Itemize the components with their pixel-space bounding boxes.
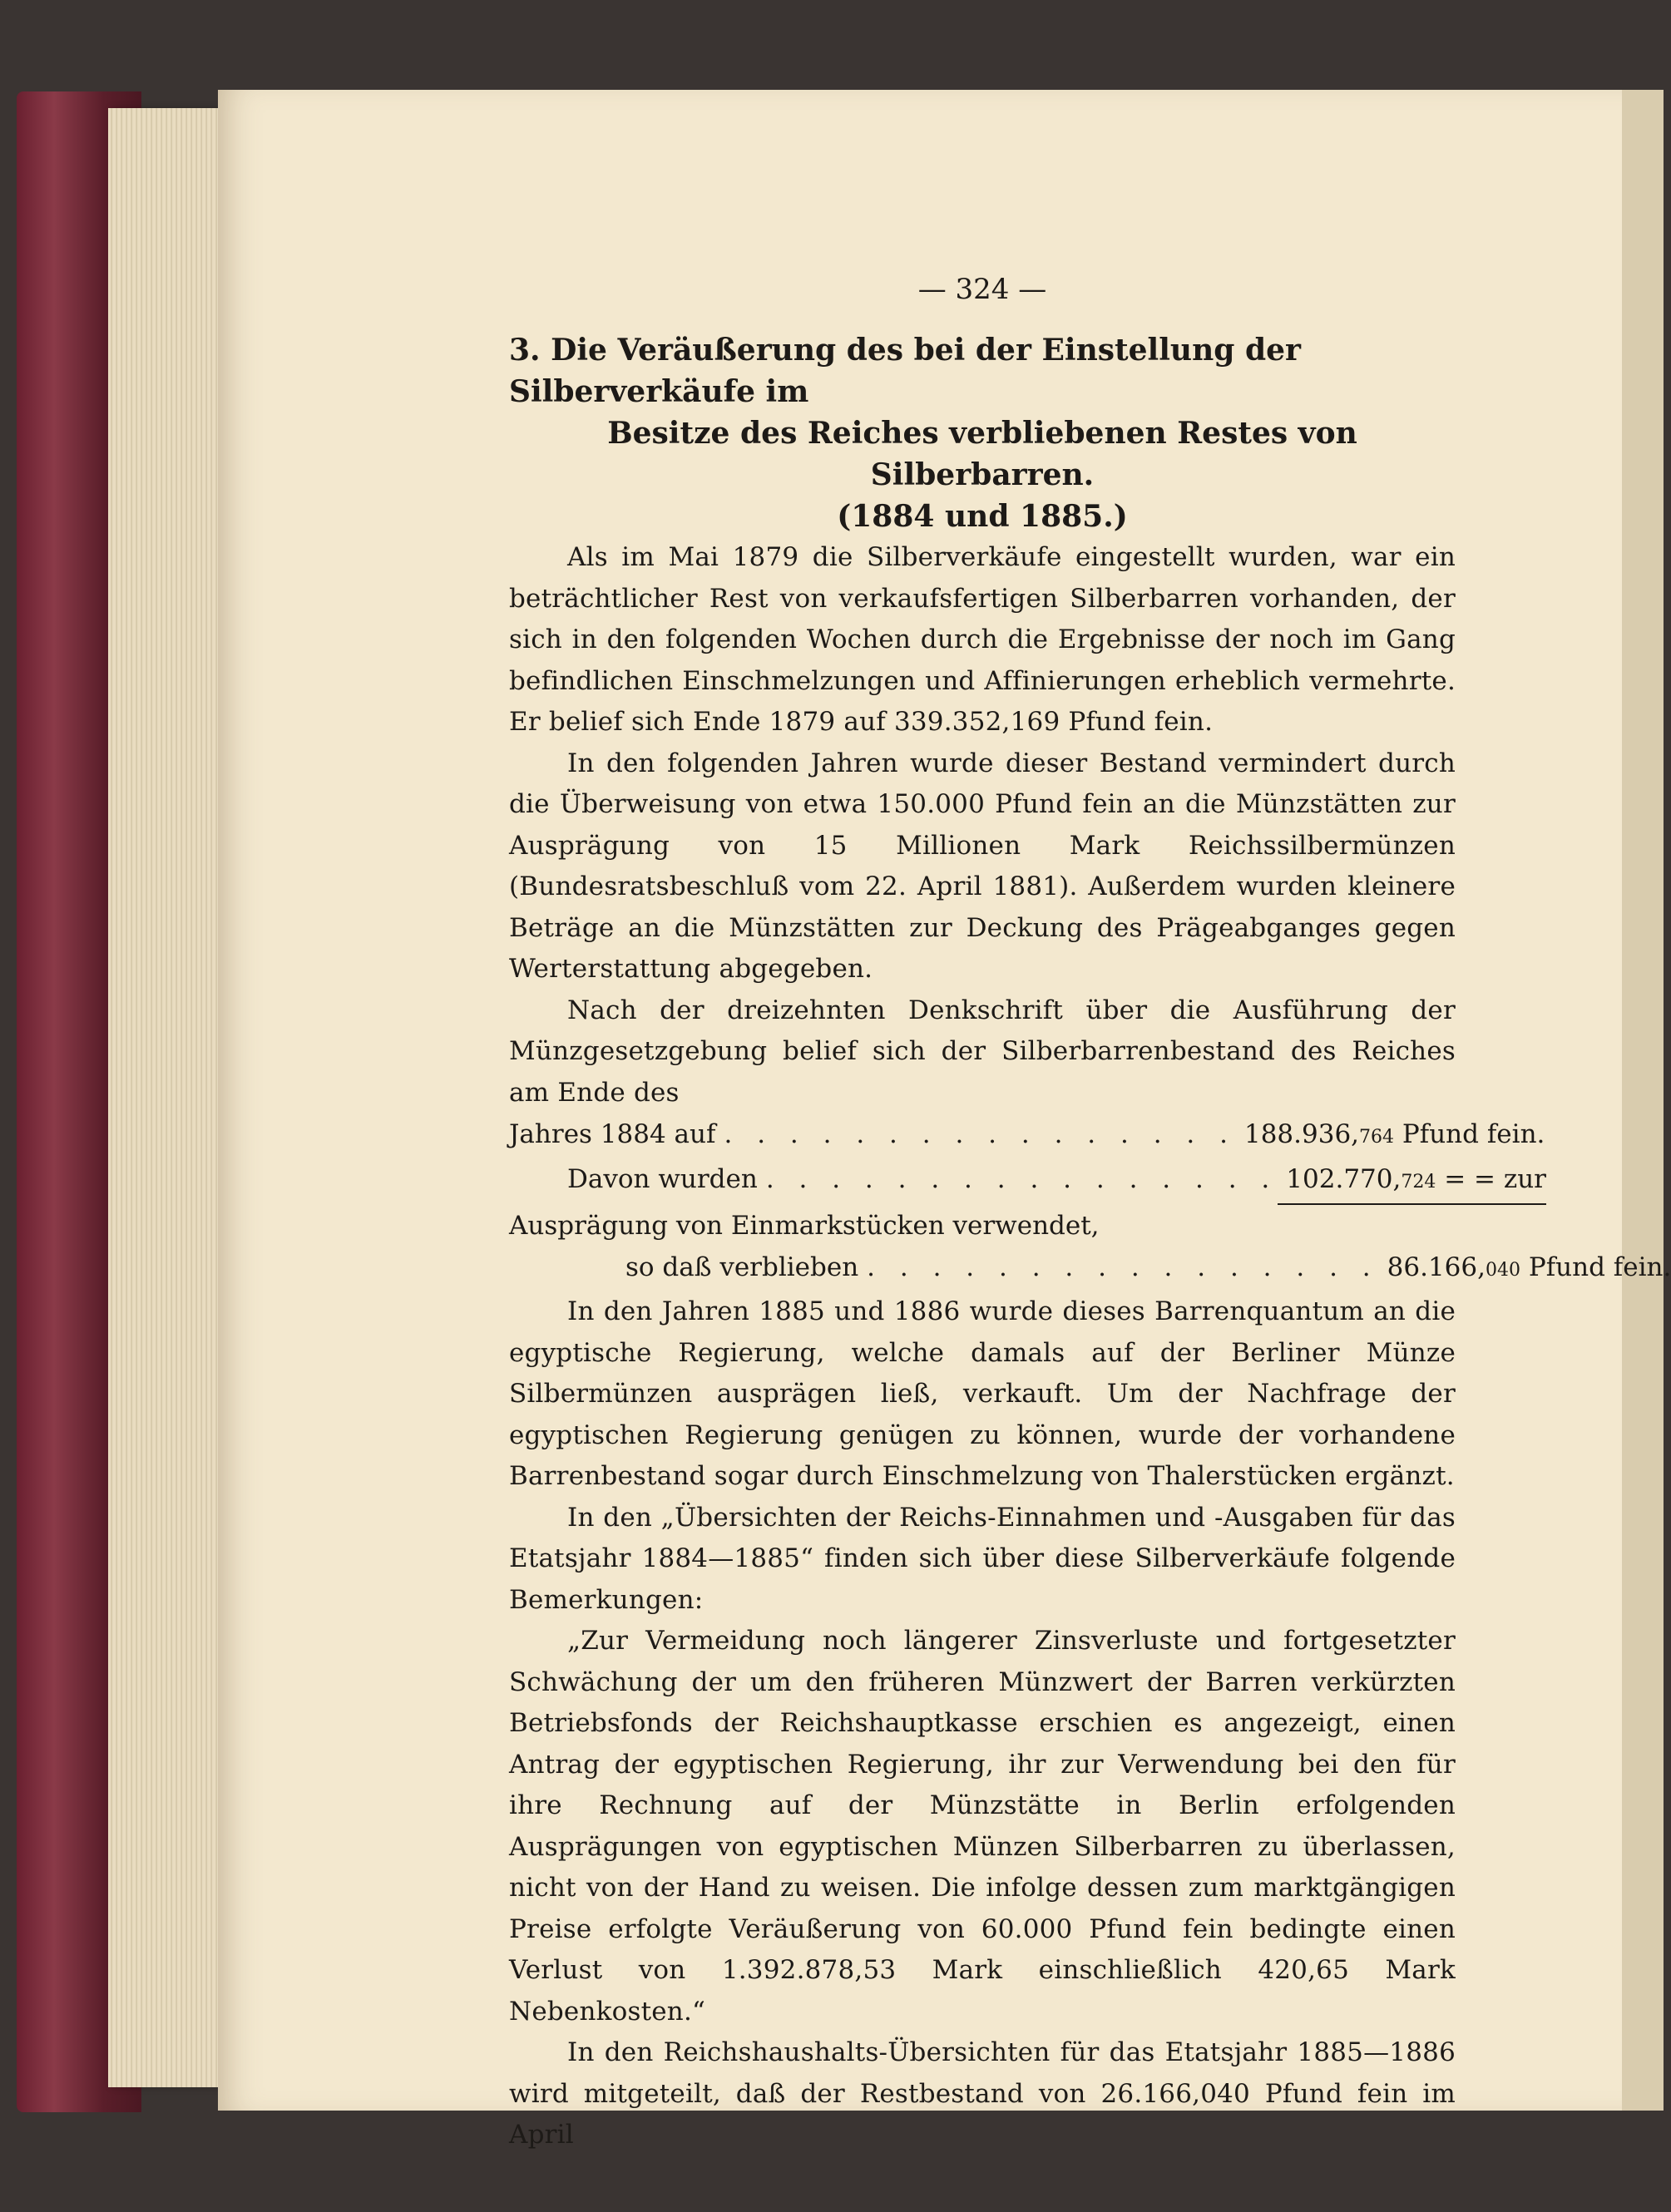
page-number: — 324 — xyxy=(917,273,1047,306)
page-stack-edges xyxy=(108,108,225,2087)
balance-row-2-cont-text: Ausprägung von Einmarkstücken verwendet, xyxy=(509,1211,1100,1241)
facing-page-edge xyxy=(1622,90,1664,2111)
balance-row-1-amount: 188.936, xyxy=(1243,1119,1360,1149)
balance-row-2-label: Davon wurden xyxy=(567,1164,758,1194)
balance-row-3-fraction: 040 xyxy=(1485,1260,1520,1281)
balance-row-1-label: Jahres 1884 auf xyxy=(509,1119,716,1149)
balance-row-2-continuation xyxy=(509,1205,1456,1247)
balance-row-3-unit: Pfund fein. xyxy=(1520,1252,1671,1282)
paragraph-4: In den Jahren 1885 und 1886 wurde dieses Barrenquantum an die egyptische Regierung, welche damals auf der Berliner Münze Silbermünzen ausprägen ließ, verkauft. Um der Nachfrage der egyptischen Regierung genügen zu können, wurde der vorhandene Barrenbestand sogar durch Einschmelzung von Thalerstücken ergänzt. xyxy=(509,1296,1456,1491)
balance-row-3-dots: . . . . . . . . . . . . . . . . xyxy=(867,1252,1379,1282)
balance-row-1 xyxy=(509,1113,1545,1158)
balance-row-3-value xyxy=(1379,1247,1671,1291)
heading-line-2: Besitze des Reiches verbliebenen Restes von Silberbarren. xyxy=(607,416,1357,492)
balance-row-1-dots: . . . . . . . . . . . . . . . . xyxy=(724,1119,1236,1149)
heading-line-1: 3. Die Veräußerung des bei der Einstellung der Silberverkäufe im xyxy=(509,333,1301,409)
balance-row-3 xyxy=(509,1247,1671,1291)
balance-row-1-unit: Pfund fein. xyxy=(1394,1119,1545,1149)
paragraph-5: In den „Übersichten der Reichs-Einnahmen und -Ausgaben für das Etatsjahr 1884—1885“ finden sich über diese Silberverkäufe folgende Bemerkungen: xyxy=(509,1502,1456,1615)
balance-row-1-value xyxy=(1236,1113,1545,1158)
balance-row-2-value xyxy=(1278,1158,1546,1205)
quotation-paragraph: „Zur Vermeidung noch längerer Zinsverluste und fortgesetzter Schwächung der um den früheren Münzwert der Barren verkürzten Betriebsfonds der Reichshauptkasse erschien es angezeigt, einen Antrag der egyptischen Regierung, ihr zur Verwendung bei den für ihre Rechnung auf der Münzstätte in Berlin erfolgenden Ausprägungen von egyptischen Münzen Silberbarren zu überlassen, nicht von der Hand zu weisen. Die infolge dessen zum marktgängigen Preise erfolgte Veräußerung von 60.000 Pfund fein bedingte einen Verlust von 1.392.878,53 Mark einschließlich 420,65 Mark Nebenkosten.“ xyxy=(509,1626,1456,2027)
balance-row-2-amount: 102.770, xyxy=(1286,1164,1402,1194)
balance-row-2 xyxy=(509,1158,1546,1205)
page-content xyxy=(509,266,1671,2156)
balance-row-2-fraction: 724 xyxy=(1401,1172,1436,1192)
balance-row-3-label: so daß verblieben xyxy=(625,1252,859,1282)
paragraph-1: Als im Mai 1879 die Silberverkäufe eingestellt wurden, war ein beträchtlicher Rest von verkaufsfertigen Silberbarren vorhanden, der sich in den folgenden Wochen durch die Ergebnisse der noch im Gang befindlichen Einschmelzungen und Affinierungen erheblich vermehrte. Er belief sich Ende 1879 auf 339.352,169 Pfund fein. xyxy=(509,542,1456,737)
balance-row-2-unit: = = zur xyxy=(1436,1164,1546,1194)
paragraph-6: In den Reichshaushalts-Übersichten für das Etatsjahr 1885—1886 wird mitgeteilt, daß der Restbestand von 26.166,040 Pfund fein im April xyxy=(509,2037,1456,2150)
balance-row-1-fraction: 764 xyxy=(1359,1127,1395,1148)
section-heading xyxy=(509,329,1456,537)
heading-line-3: (1884 und 1885.) xyxy=(837,499,1128,534)
paragraph-3: Nach der dreizehnten Denkschrift über die Ausführung der Münzgesetzgebung belief sich der Silberbarrenbestand des Reiches am Ende des xyxy=(509,995,1456,1108)
paragraph-2: In den folgenden Jahren wurde dieser Bestand vermindert durch die Überweisung von etwa 150.000 Pfund fein an die Münzstätten zur Ausprägung von 15 Millionen Mark Reichssilbermünzen (Bundesratsbeschluß vom 22. April 1881). Außerdem wurden kleinere Beträge an die Münzstätten zur Deckung des Prägeabganges gegen Werterstattung abgegeben. xyxy=(509,748,1456,984)
balance-row-3-amount: 86.166, xyxy=(1387,1252,1486,1282)
balance-row-2-dots: . . . . . . . . . . . . . . . . xyxy=(765,1164,1278,1194)
